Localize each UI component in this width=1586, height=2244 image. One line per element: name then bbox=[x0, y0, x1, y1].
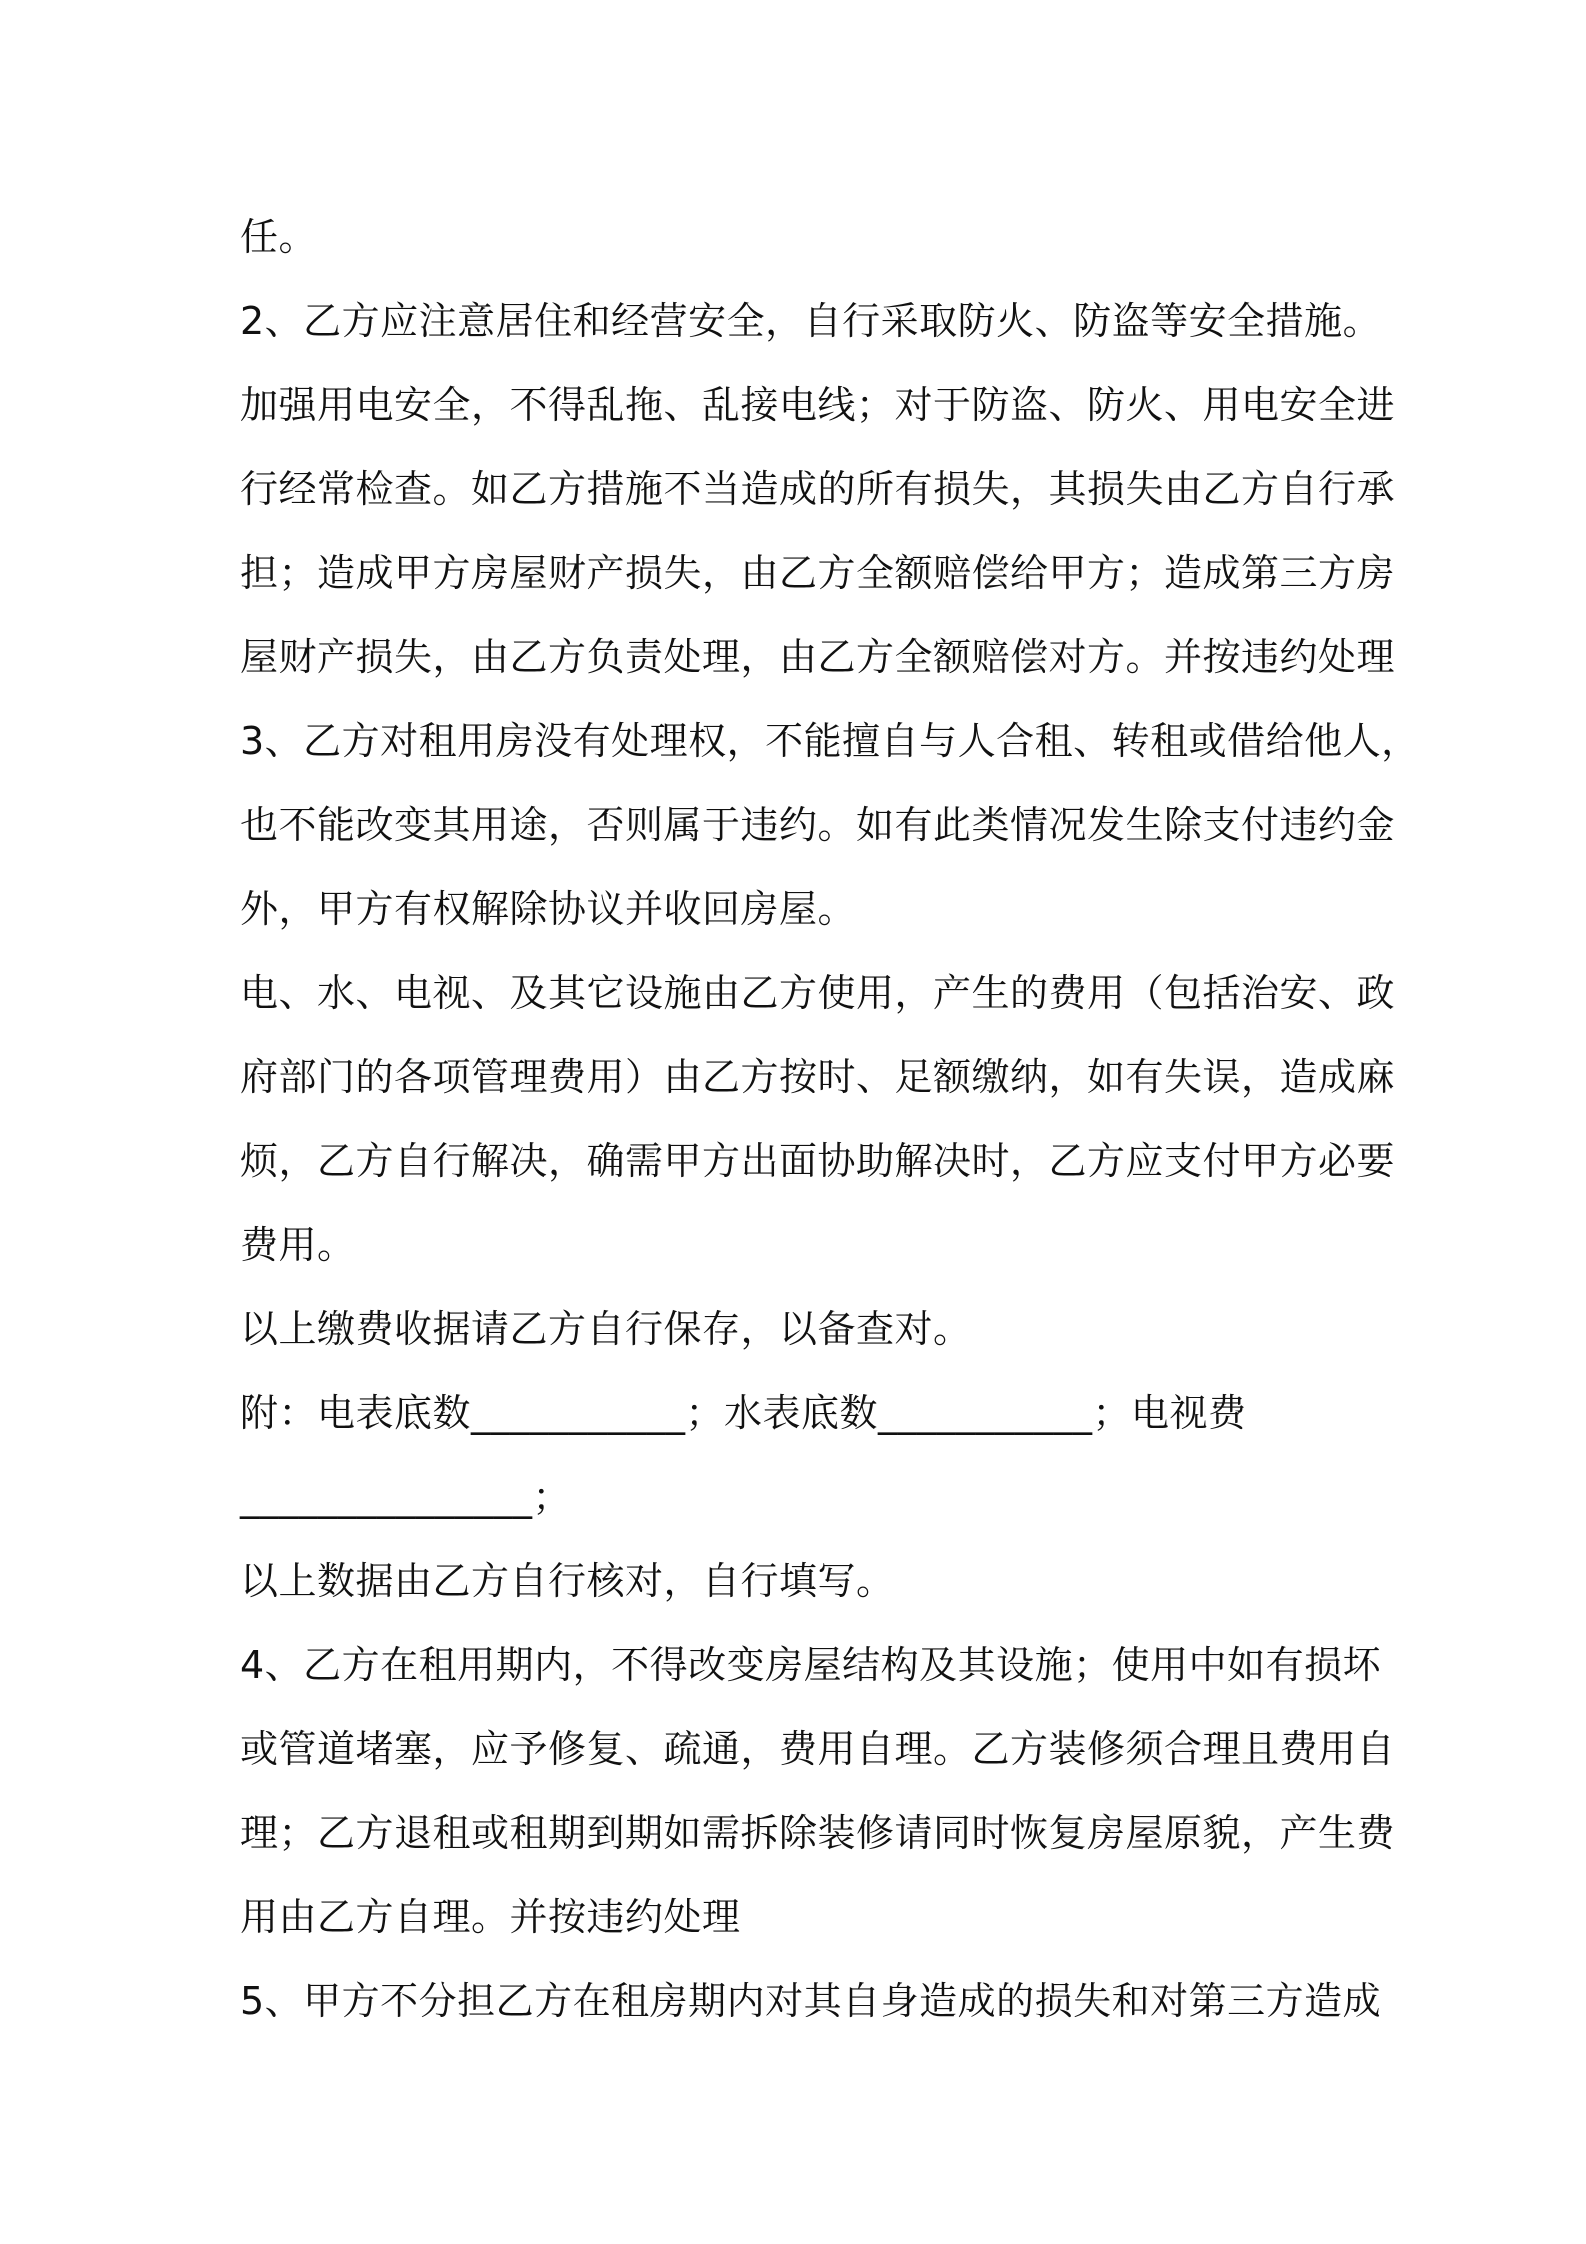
text-line: 用由乙方自理。并按违约处理 bbox=[240, 1895, 741, 1939]
text-line: 任。 bbox=[240, 215, 318, 259]
text-line: 屋财产损失，由乙方负责处理，由乙方全额赔偿对方。并按违约处理 bbox=[240, 635, 1396, 679]
text-line: 费用。 bbox=[240, 1223, 356, 1267]
text-line: 府部门的各项管理费用）由乙方按时、足额缴纳，如有失误，造成麻 bbox=[240, 1055, 1396, 1099]
text-line: 或管道堵塞，应予修复、疏通，费用自理。乙方装修须合理且费用自 bbox=[240, 1727, 1396, 1771]
text-line: 也不能改变其用途，否则属于违约。如有此类情况发生除支付违约金 bbox=[240, 803, 1396, 847]
text-line: 烦，乙方自行解决，确需甲方出面协助解决时，乙方应支付甲方必要 bbox=[240, 1139, 1396, 1183]
text-line: 担；造成甲方房屋财产损失，由乙方全额赔偿给甲方；造成第三方房 bbox=[240, 551, 1396, 595]
text-line: 4、乙方在租用期内，不得改变房屋结构及其设施；使用中如有损坏 bbox=[240, 1643, 1382, 1687]
text-line: 3、乙方对租用房没有处理权，不能擅自与人合租、转租或借给他人， bbox=[240, 719, 1420, 763]
text-line: _______________； bbox=[240, 1475, 572, 1519]
text-line: 附：电表底数___________；水表底数___________；电视费 bbox=[240, 1391, 1247, 1435]
text-line: 以上数据由乙方自行核对，自行填写。 bbox=[240, 1559, 895, 1603]
text-line: 以上缴费收据请乙方自行保存，以备查对。 bbox=[240, 1307, 972, 1351]
text-line: 2、乙方应注意居住和经营安全，自行采取防火、防盗等安全措施。 bbox=[240, 299, 1382, 343]
text-line: 5、甲方不分担乙方在租房期内对其自身造成的损失和对第三方造成 bbox=[240, 1979, 1382, 2023]
text-line: 电、水、电视、及其它设施由乙方使用，产生的费用（包括治安、政 bbox=[240, 971, 1396, 1015]
text-line: 理；乙方退租或租期到期如需拆除装修请同时恢复房屋原貌，产生费 bbox=[240, 1811, 1396, 1855]
text-line: 行经常检查。如乙方措施不当造成的所有损失，其损失由乙方自行承 bbox=[240, 467, 1396, 511]
text-line: 外，甲方有权解除协议并收回房屋。 bbox=[240, 887, 857, 931]
text-line: 加强用电安全，不得乱拖、乱接电线；对于防盗、防火、用电安全进 bbox=[240, 383, 1396, 427]
document-body bbox=[240, 195, 1420, 2043]
